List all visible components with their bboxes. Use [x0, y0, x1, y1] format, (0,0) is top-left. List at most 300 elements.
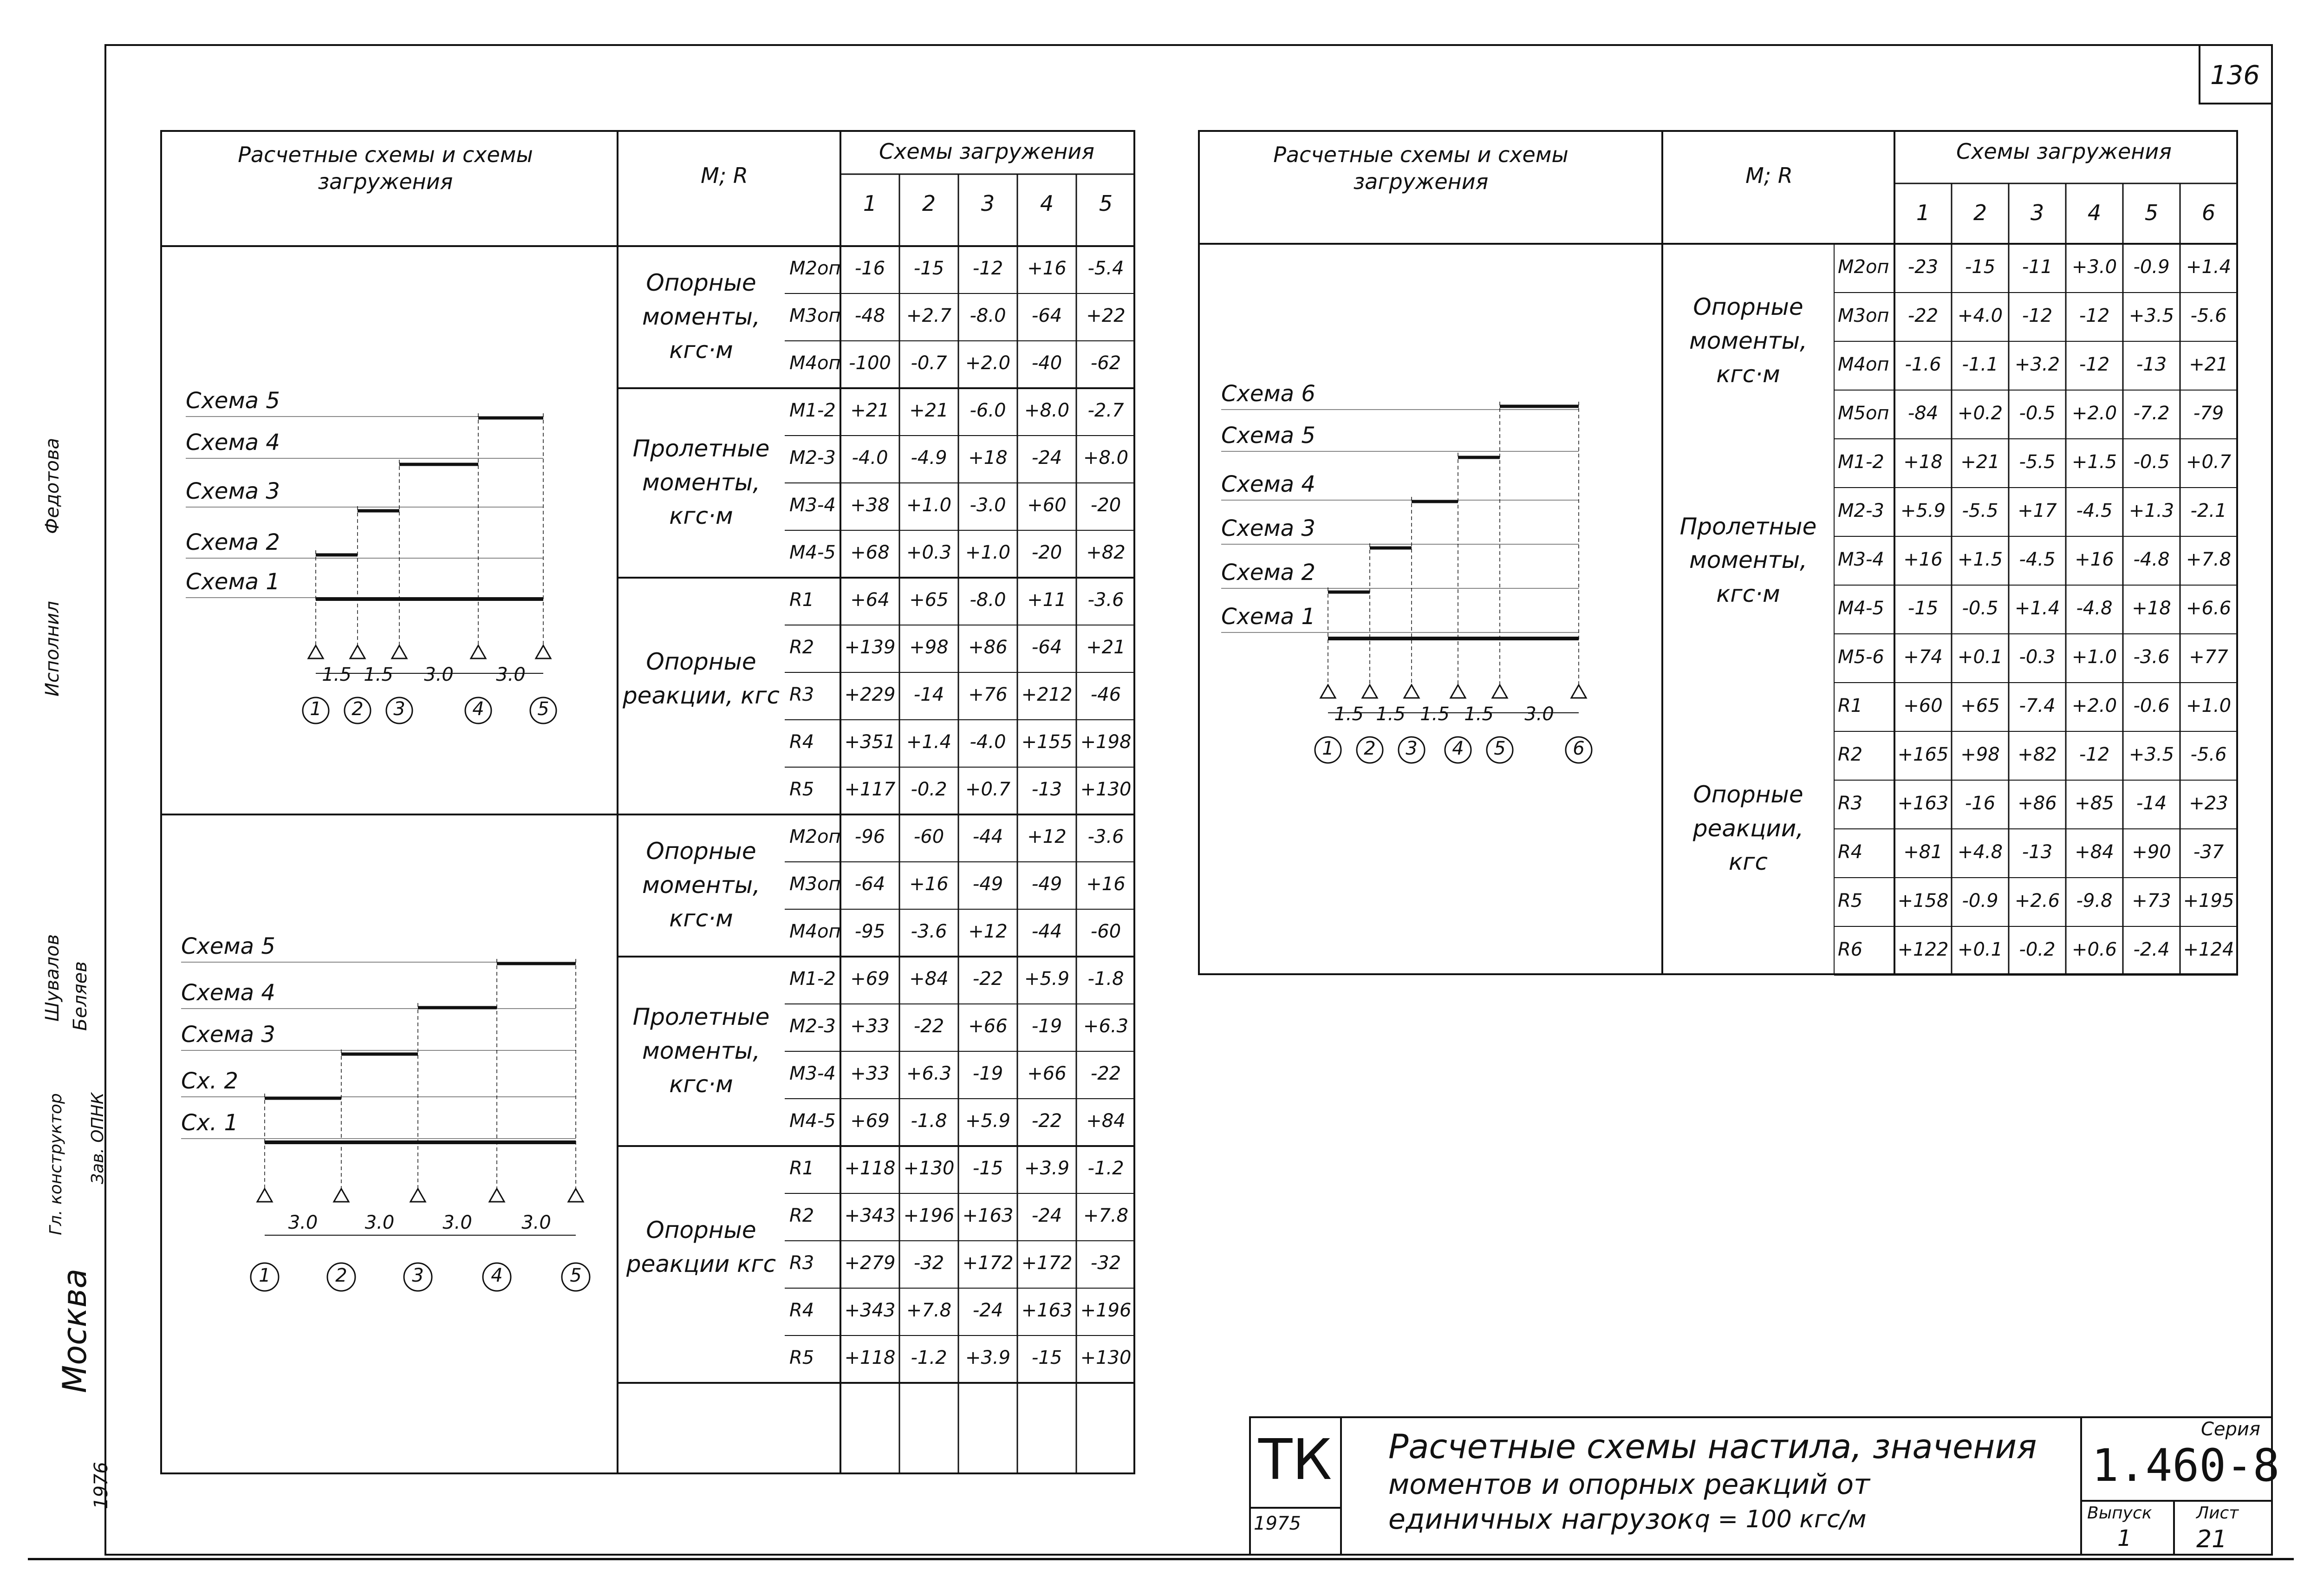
value-cell: -7.4	[2019, 695, 2056, 717]
right-scheme-number: 3	[2030, 200, 2044, 225]
row-symbol: M5оп	[1838, 402, 1889, 424]
value-cell: +84	[909, 968, 949, 990]
value-cell: -3.6	[2133, 646, 2170, 668]
value-cell: +1.3	[2128, 500, 2174, 521]
support-icon	[568, 1189, 583, 1202]
value-cell: -4.8	[2133, 548, 2170, 570]
value-cell: +33	[850, 1063, 890, 1084]
left-header-mr-col: M; R	[701, 163, 748, 188]
value-cell: -22	[1907, 305, 1939, 326]
span-length: 3.0	[1524, 704, 1554, 725]
value-cell: +0.1	[1957, 646, 2003, 668]
title-block-series-box	[2080, 1416, 2082, 1556]
value-cell: -1.6	[1905, 353, 1941, 375]
value-cell: +1.4	[2014, 597, 2060, 619]
value-cell: -40	[1031, 352, 1062, 374]
value-cell: -1.2	[911, 1347, 947, 1368]
value-cell: +343	[844, 1300, 896, 1321]
value-cell: -1.8	[1087, 968, 1124, 990]
group-label: Опорные моменты, кгс·м	[642, 269, 760, 364]
row-symbol: M3-4	[1838, 548, 1884, 570]
support-number: 4	[1452, 738, 1464, 759]
value-cell: +8.0	[1083, 447, 1129, 469]
support-number: 1	[310, 698, 322, 720]
value-cell: +65	[909, 589, 949, 611]
row-symbol: R2	[1838, 743, 1863, 765]
support-number: 1	[1322, 738, 1334, 759]
value-cell: +65	[1960, 695, 2000, 717]
value-cell: -5.6	[2190, 743, 2227, 765]
value-cell: +130	[1080, 779, 1132, 800]
value-cell: +66	[1027, 1063, 1067, 1084]
right-header-schemes-col: Расчетные схемы и схемы загружения	[1273, 142, 1569, 194]
scheme-label: Схема 4	[1221, 471, 1315, 497]
value-cell: +21	[1086, 637, 1126, 658]
value-cell: +1.4	[2186, 256, 2232, 278]
value-cell: +86	[2018, 792, 2057, 814]
value-cell: +82	[2018, 743, 2057, 765]
value-cell: +212	[1021, 684, 1073, 705]
value-cell: +7.8	[1083, 1205, 1129, 1226]
value-cell: -14	[2136, 792, 2167, 814]
span-length: 1.5	[322, 664, 351, 685]
group-label: Опорные моменты, кгс·м	[1689, 293, 1807, 388]
value-cell: -20	[1031, 542, 1062, 563]
row-symbol: M3-4	[789, 1063, 836, 1084]
value-cell: -13	[1031, 779, 1062, 800]
span-length: 3.0	[521, 1212, 551, 1233]
value-cell: +21	[850, 400, 890, 421]
support-icon	[471, 645, 486, 658]
value-cell: -12	[2079, 743, 2110, 765]
value-cell: -9.8	[2076, 890, 2113, 912]
value-cell: -44	[1031, 921, 1062, 942]
value-cell: -44	[972, 826, 1003, 847]
left-scheme-number: 5	[1099, 191, 1113, 216]
value-cell: -12	[2079, 305, 2110, 326]
title-line-1: Расчетные схемы настила, значения	[1388, 1427, 2037, 1466]
row-symbol: M2оп	[1838, 256, 1889, 278]
series-label: Серия	[2201, 1419, 2260, 1440]
right-scheme-number: 1	[1916, 200, 1930, 225]
value-cell: +122	[1897, 938, 1949, 960]
value-cell: +18	[2132, 597, 2171, 619]
value-cell: -60	[1090, 921, 1121, 942]
support-number: 3	[1406, 738, 1418, 759]
value-cell: +3.5	[2128, 305, 2174, 326]
value-cell: -37	[2193, 841, 2224, 863]
series-value: 1.460-8	[2092, 1440, 2280, 1492]
scheme-label: Схема 2	[1221, 560, 1315, 586]
value-cell: -0.9	[2133, 256, 2170, 278]
row-symbol: M1-2	[1838, 451, 1884, 473]
value-cell: +229	[844, 684, 896, 705]
group-label: Пролетные моменты, кгс·м	[632, 1003, 770, 1098]
row-symbol: M5-6	[1838, 646, 1884, 668]
value-cell: +117	[844, 779, 896, 800]
value-cell: -48	[854, 305, 885, 326]
value-cell: -0.5	[1962, 597, 1998, 619]
value-cell: -16	[854, 258, 885, 279]
title-block-code: ТК	[1258, 1428, 1332, 1492]
title-block-year: 1975	[1254, 1513, 1301, 1534]
right-header-mr-col: M; R	[1745, 163, 1793, 188]
value-cell: -5.5	[1962, 500, 1998, 521]
value-cell: -4.5	[2076, 500, 2113, 521]
value-cell: +76	[968, 684, 1008, 705]
value-cell: +198	[1080, 731, 1132, 753]
value-cell: +139	[844, 637, 896, 658]
value-cell: +7.8	[906, 1300, 952, 1321]
value-cell: +8.0	[1024, 400, 1070, 421]
value-cell: -7.2	[2133, 402, 2170, 424]
span-length: 1.5	[364, 664, 393, 685]
value-cell: +60	[1903, 695, 1943, 717]
support-icon	[308, 645, 323, 658]
value-cell: -0.2	[2019, 938, 2056, 960]
stamp-name-3: Федотова	[42, 437, 63, 534]
value-cell: +0.1	[1957, 938, 2003, 960]
title-block-sheet-divider	[2173, 1500, 2175, 1556]
value-cell: +7.8	[2186, 548, 2232, 570]
scheme-label: Схема 3	[1221, 515, 1315, 541]
value-cell: +2.0	[2071, 695, 2117, 717]
value-cell: +118	[844, 1158, 896, 1179]
value-cell: -4.5	[2019, 548, 2056, 570]
left-scheme-number: 1	[863, 191, 877, 216]
stamp-role-1: Зав. ОПНК	[88, 1092, 107, 1184]
value-cell: +60	[1027, 495, 1067, 516]
row-symbol: M1-2	[789, 968, 836, 990]
value-cell: -60	[913, 826, 944, 847]
group-label: Опорные реакции кгс	[626, 1217, 776, 1277]
value-cell: +5.9	[965, 1110, 1011, 1132]
value-cell: +163	[1021, 1300, 1073, 1321]
value-cell: -0.5	[2133, 451, 2170, 473]
value-cell: -22	[972, 968, 1003, 990]
value-cell: -15	[972, 1158, 1003, 1179]
support-icon	[334, 1189, 349, 1202]
value-cell: -23	[1907, 256, 1939, 278]
value-cell: +6.3	[906, 1063, 952, 1084]
value-cell: +69	[850, 968, 890, 990]
value-cell: -24	[972, 1300, 1003, 1321]
value-cell: -19	[1031, 1016, 1062, 1037]
support-icon	[536, 645, 551, 658]
value-cell: -6.0	[970, 400, 1006, 421]
value-cell: -3.6	[1087, 826, 1124, 847]
scheme-label: Схема 6	[1221, 381, 1315, 407]
value-cell: +3.9	[1024, 1158, 1070, 1179]
value-cell: +3.9	[965, 1347, 1011, 1368]
value-cell: +23	[2189, 792, 2228, 814]
value-cell: +172	[1021, 1252, 1073, 1274]
value-cell: -1.8	[911, 1110, 947, 1132]
value-cell: -12	[2022, 305, 2053, 326]
value-cell: -12	[2079, 353, 2110, 375]
value-cell: -79	[2193, 402, 2224, 424]
value-cell: +163	[962, 1205, 1014, 1226]
scheme-label: Схема 4	[186, 430, 280, 456]
scheme-label: Схема 5	[181, 933, 275, 959]
value-cell: +195	[2183, 890, 2234, 912]
span-length: 3.0	[288, 1212, 318, 1233]
span-length: 1.5	[1334, 704, 1364, 725]
value-cell: +130	[1080, 1347, 1132, 1368]
value-cell: -22	[1090, 1063, 1121, 1084]
value-cell: -64	[1031, 305, 1062, 326]
value-cell: +165	[1897, 743, 1949, 765]
value-cell: +12	[968, 921, 1008, 942]
value-cell: -0.3	[2019, 646, 2056, 668]
value-cell: +66	[968, 1016, 1008, 1037]
row-symbol: M2-3	[789, 1016, 836, 1037]
stamp-name-2: Шувалов	[42, 934, 63, 1022]
support-number: 1	[259, 1265, 271, 1286]
value-cell: -49	[972, 873, 1003, 895]
support-number: 3	[393, 698, 405, 720]
value-cell: -16	[1965, 792, 1996, 814]
row-symbol: R6	[1838, 938, 1863, 960]
title-line-3: единичных нагрузок	[1388, 1503, 1694, 1536]
value-cell: -8.0	[970, 589, 1006, 611]
value-cell: +2.0	[2071, 402, 2117, 424]
value-cell: -11	[2022, 256, 2053, 278]
left-scheme-number: 2	[922, 191, 936, 216]
value-cell: +69	[850, 1110, 890, 1132]
right-scheme-number: 4	[2087, 200, 2102, 225]
value-cell: +84	[2075, 841, 2114, 863]
value-cell: -0.9	[1962, 890, 1998, 912]
value-cell: -20	[1090, 495, 1121, 516]
value-cell: +130	[903, 1158, 955, 1179]
title-block-series-divider	[2080, 1500, 2273, 1502]
value-cell: +118	[844, 1347, 896, 1368]
sheet-value: 21	[2196, 1525, 2227, 1553]
left-header-schemes-title: Схемы загружения	[879, 139, 1094, 164]
value-cell: +196	[903, 1205, 955, 1226]
support-number: 2	[1364, 738, 1376, 759]
value-cell: +18	[968, 447, 1008, 469]
support-number: 5	[1494, 738, 1506, 759]
value-cell: +81	[1903, 841, 1943, 863]
value-cell: +1.0	[965, 542, 1011, 563]
value-cell: -49	[1031, 873, 1062, 895]
value-cell: -15	[1031, 1347, 1062, 1368]
support-number: 4	[472, 698, 484, 720]
value-cell: +1.0	[2186, 695, 2232, 717]
row-symbol: R2	[789, 1205, 814, 1226]
value-cell: +85	[2075, 792, 2114, 814]
row-symbol: R3	[1838, 792, 1863, 814]
value-cell: +18	[1903, 451, 1943, 473]
value-cell: -84	[1907, 402, 1939, 424]
row-symbol: M4оп	[1838, 353, 1889, 375]
row-symbol: M4оп	[789, 921, 841, 942]
support-icon	[392, 645, 407, 658]
row-symbol: M2оп	[789, 826, 841, 847]
value-cell: -14	[913, 684, 944, 705]
value-cell: -24	[1031, 447, 1062, 469]
value-cell: -4.0	[970, 731, 1006, 753]
row-symbol: R3	[789, 684, 814, 705]
group-label: Пролетные моменты, кгс·м	[1679, 513, 1817, 607]
span-length: 3.0	[424, 664, 454, 685]
scheme-label: Сх. 1	[181, 1110, 238, 1136]
value-cell: +172	[962, 1252, 1014, 1274]
value-cell: +2.7	[906, 305, 952, 326]
value-cell: -1.1	[1962, 353, 1998, 375]
value-cell: +73	[2132, 890, 2171, 912]
value-cell: -0.6	[2133, 695, 2170, 717]
value-cell: +2.6	[2014, 890, 2060, 912]
value-cell: -24	[1031, 1205, 1062, 1226]
value-cell: +98	[909, 637, 949, 658]
title-block-code-divider	[1249, 1507, 1342, 1509]
value-cell: -2.1	[2190, 500, 2227, 521]
stamp-name-1: Беляев	[70, 961, 91, 1031]
value-cell: -22	[913, 1016, 944, 1037]
value-cell: -32	[913, 1252, 944, 1274]
value-cell: +343	[844, 1205, 896, 1226]
value-cell: -15	[1965, 256, 1996, 278]
value-cell: +3.5	[2128, 743, 2174, 765]
row-symbol: R5	[789, 779, 814, 800]
row-symbol: M3-4	[789, 495, 836, 516]
scheme-label: Схема 1	[1221, 604, 1315, 630]
support-number: 3	[412, 1265, 424, 1286]
row-symbol: M3оп	[789, 305, 841, 326]
scheme-label: Схема 5	[186, 388, 280, 414]
group-label: Опорные реакции, кгс	[1692, 781, 1804, 875]
value-cell: +0.3	[906, 542, 952, 563]
value-cell: +5.9	[1900, 500, 1946, 521]
row-symbol: M2оп	[789, 258, 841, 279]
span-length: 1.5	[1376, 704, 1406, 725]
page-number: 136	[2210, 60, 2260, 91]
support-number: 2	[335, 1265, 347, 1286]
value-cell: -2.4	[2133, 938, 2170, 960]
value-cell: -0.5	[2019, 402, 2056, 424]
value-cell: -1.2	[1087, 1158, 1124, 1179]
scheme-label: Схема 2	[186, 529, 280, 555]
scheme-label: Схема 5	[1221, 423, 1315, 449]
value-cell: -64	[854, 873, 885, 895]
row-symbol: R4	[789, 731, 814, 753]
value-cell: +21	[2189, 353, 2228, 375]
value-cell: -96	[854, 826, 885, 847]
value-cell: -4.9	[911, 447, 947, 469]
value-cell: +1.0	[2071, 646, 2117, 668]
value-cell: +16	[2075, 548, 2114, 570]
right-scheme-number: 5	[2144, 200, 2159, 225]
value-cell: +33	[850, 1016, 890, 1037]
value-cell: -5.4	[1087, 258, 1124, 279]
value-cell: +82	[1086, 542, 1126, 563]
support-icon	[489, 1189, 504, 1202]
value-cell: -15	[913, 258, 944, 279]
row-symbol: M2-3	[789, 447, 836, 469]
value-cell: +17	[2018, 500, 2057, 521]
title-load: q = 100 кгс/м	[1695, 1505, 1867, 1533]
value-cell: +1.5	[2071, 451, 2117, 473]
value-cell: -3.6	[1087, 589, 1124, 611]
support-number: 6	[1573, 738, 1585, 759]
value-cell: +74	[1903, 646, 1943, 668]
value-cell: +0.2	[1957, 402, 2003, 424]
value-cell: +3.0	[2071, 256, 2117, 278]
value-cell: +5.9	[1024, 968, 1070, 990]
value-cell: +16	[909, 873, 949, 895]
value-cell: -62	[1090, 352, 1121, 374]
span-length: 3.0	[496, 664, 526, 685]
value-cell: +124	[2183, 938, 2234, 960]
value-cell: +3.2	[2014, 353, 2060, 375]
group-label: Пролетные моменты, кгс·м	[632, 435, 770, 529]
value-cell: -64	[1031, 637, 1062, 658]
value-cell: -5.6	[2190, 305, 2227, 326]
value-cell: +84	[1086, 1110, 1126, 1132]
stamp-org-year: 1976	[91, 1462, 112, 1509]
row-symbol: R4	[789, 1300, 814, 1321]
value-cell: +11	[1027, 589, 1067, 611]
value-cell: +4.8	[1957, 841, 2003, 863]
value-cell: +22	[1086, 305, 1126, 326]
value-cell: -0.7	[911, 352, 947, 374]
span-length: 3.0	[443, 1212, 472, 1233]
row-symbol: M4оп	[789, 352, 841, 374]
value-cell: -4.0	[852, 447, 888, 469]
value-cell: +351	[844, 731, 896, 753]
value-cell: -12	[972, 258, 1003, 279]
right-scheme-number: 6	[2201, 200, 2216, 225]
row-symbol: R5	[1838, 890, 1863, 912]
value-cell: +77	[2189, 646, 2228, 668]
sheet-label: Лист	[2196, 1504, 2239, 1523]
left-scheme-number: 4	[1040, 191, 1054, 216]
value-cell: +1.0	[906, 495, 952, 516]
support-icon	[410, 1189, 425, 1202]
value-cell: +21	[909, 400, 949, 421]
stamp-name-4: Исполнил	[42, 601, 63, 697]
row-symbol: R1	[789, 1158, 814, 1179]
value-cell: -13	[2022, 841, 2053, 863]
row-symbol: R1	[789, 589, 814, 611]
value-cell: +6.3	[1083, 1016, 1129, 1037]
value-cell: +1.5	[1957, 548, 2003, 570]
value-cell: +0.7	[965, 779, 1011, 800]
value-cell: +1.4	[906, 731, 952, 753]
value-cell: -46	[1090, 684, 1121, 705]
left-scheme-number: 3	[981, 191, 995, 216]
issue-value: 1	[2117, 1525, 2132, 1551]
right-header-schemes-title: Схемы загружения	[1956, 139, 2172, 164]
span-length: 1.5	[1420, 704, 1450, 725]
value-cell: -3.0	[970, 495, 1006, 516]
row-symbol: M4-5	[789, 542, 836, 563]
stamp-org-city: Москва	[56, 1268, 94, 1393]
value-cell: -95	[854, 921, 885, 942]
value-cell: +2.0	[965, 352, 1011, 374]
value-cell: -15	[1907, 597, 1939, 619]
value-cell: +68	[850, 542, 890, 563]
row-symbol: M3оп	[1838, 305, 1889, 326]
value-cell: -4.8	[2076, 597, 2113, 619]
value-cell: +4.0	[1957, 305, 2003, 326]
value-cell: +196	[1080, 1300, 1132, 1321]
row-symbol: M2-3	[1838, 500, 1884, 521]
row-symbol: R4	[1838, 841, 1863, 863]
